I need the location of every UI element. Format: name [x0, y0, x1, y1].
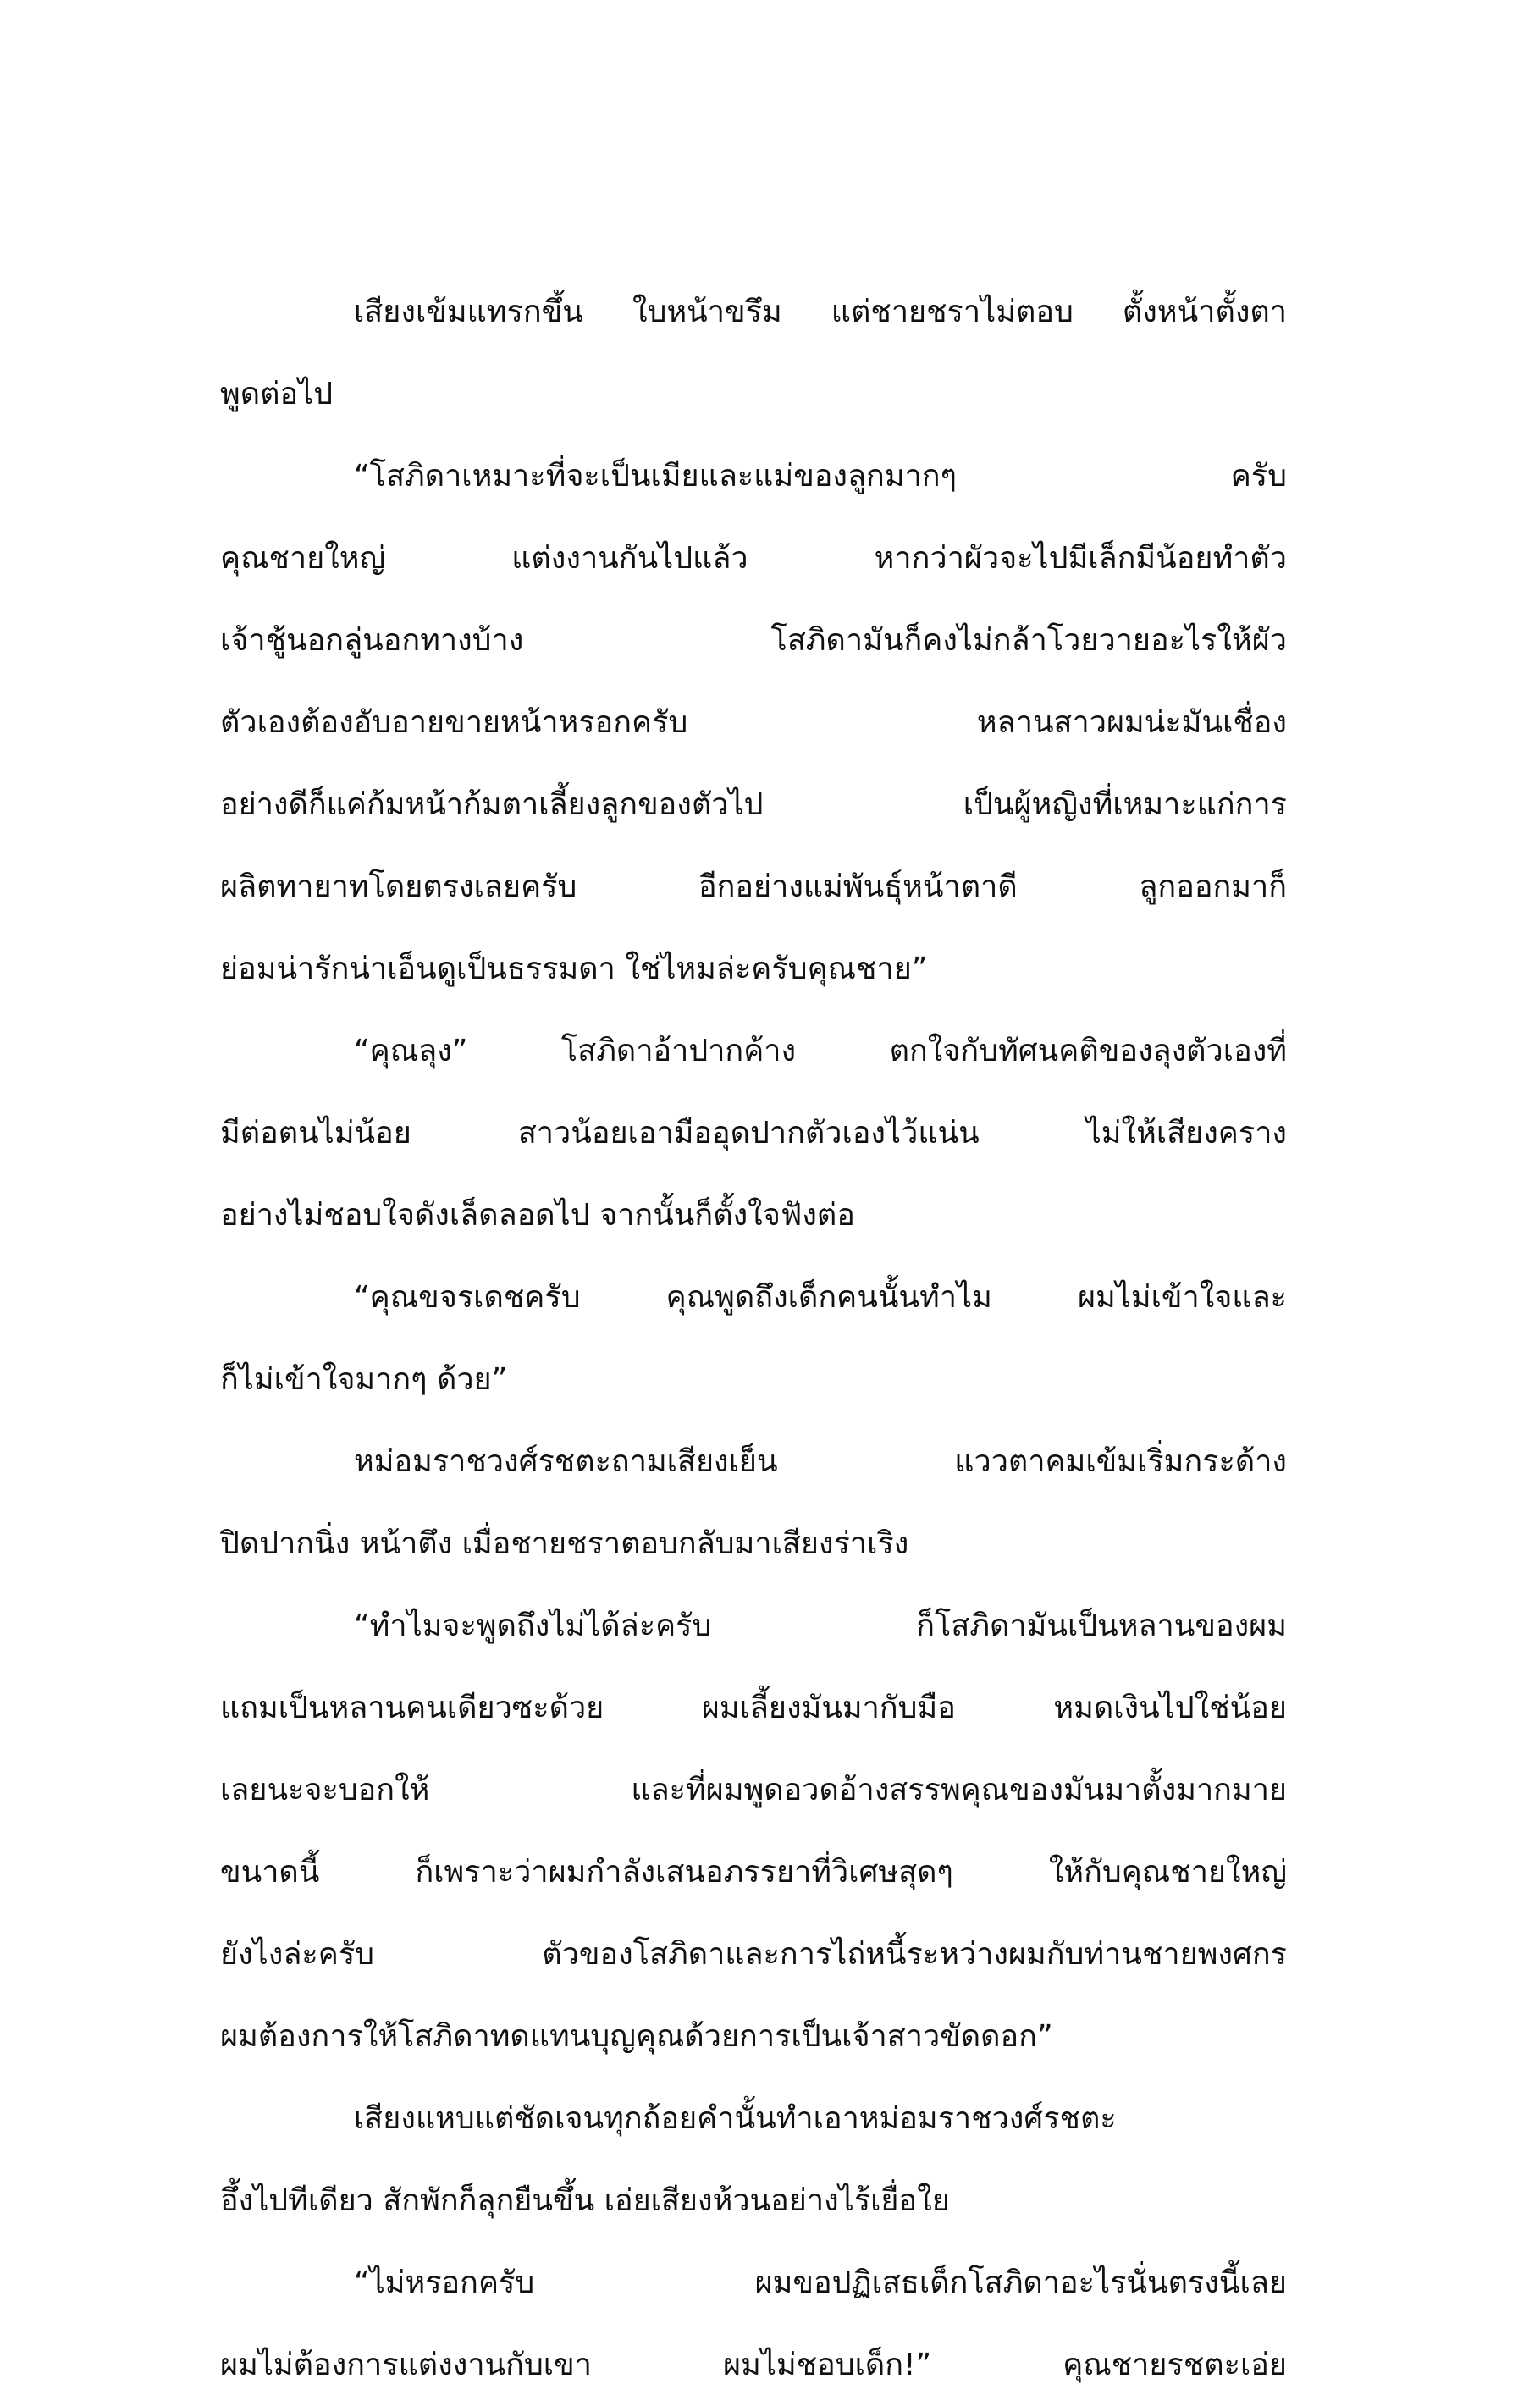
- text-line: อึ้งไปทีเดียว สักพักก็ลุกยืนขึ้น เอ่ยเสียงห้วนอย่างไร้เยื่อใย: [220, 2183, 950, 2218]
- text-line: “คุณขจรเดชครับ คุณพูดถึงเด็กคนนั้นทำไม ผมไม่เข้าใจและ: [354, 1280, 1287, 1315]
- text-line: อย่างดีก็แค่ก้มหน้าก้มตาเลี้ยงลูกของตัวไป เป็นผู้หญิงที่เหมาะแก่การ: [220, 787, 1287, 822]
- text-line: “คุณลุง” โสภิดาอ้าปากค้าง ตกใจกับทัศนคติของลุงตัวเองที่: [354, 1034, 1287, 1068]
- text-line: เสียงเข้มแทรกขึ้น ใบหน้าขรึม แต่ชายชราไม่ตอบ ตั้งหน้าตั้งตา: [354, 295, 1287, 329]
- text-line: ขนาดนี้ ก็เพราะว่าผมกำลังเสนอภรรยาที่วิเศษสุดๆ ให้กับคุณชายใหญ่: [220, 1855, 1287, 1890]
- text-line: ยังไงล่ะครับ ตัวของโสภิดาและการไถ่หนี้ระหว่างผมกับท่านชายพงศกร: [220, 1937, 1287, 1972]
- text-line: เลยนะจะบอกให้ และที่ผมพูดอวดอ้างสรรพคุณของมันมาตั้งมากมาย: [220, 1773, 1287, 1807]
- text-line: “ทำไมจะพูดถึงไม่ได้ล่ะครับ ก็โสภิดามันเป็นหลานของผม: [354, 1609, 1287, 1643]
- text-line: อย่างไม่ชอบใจดังเล็ดลอดไป จากนั้นก็ตั้งใจฟังต่อ: [220, 1198, 855, 1233]
- text-line: ผมต้องการให้โสภิดาทดแทนบุญคุณด้วยการเป็นเจ้าสาวขัดดอก”: [220, 2019, 1053, 2054]
- body-text: [220, 271, 1287, 2406]
- text-line: คุณชายใหญ่ แต่งงานกันไปแล้ว หากว่าผัวจะไปมีเล็กมีน้อยทำตัว: [220, 541, 1287, 576]
- text-line: “ไม่หรอกครับ ผมขอปฏิเสธเด็กโสภิดาอะไรนั่นตรงนี้เลย: [354, 2265, 1287, 2300]
- text-line: “โสภิดาเหมาะที่จะเป็นเมียและแม่ของลูกมากๆ ครับ: [354, 459, 1287, 494]
- text-line: มีต่อตนไม่น้อย สาวน้อยเอามืออุดปากตัวเองไว้แน่น ไม่ให้เสียงคราง: [220, 1116, 1287, 1151]
- text-line: ปิดปากนิ่ง หน้าตึง เมื่อชายชราตอบกลับมาเสียงร่าเริง: [220, 1526, 909, 1561]
- text-line: ผลิตทายาทโดยตรงเลยครับ อีกอย่างแม่พันธุ์หน้าตาดี ลูกออกมาก็: [220, 869, 1287, 904]
- text-line: หม่อมราชวงศ์รชตะถามเสียงเย็น แววตาคมเข้มเริ่มกระด้าง: [354, 1444, 1287, 1479]
- text-line: เสียงแหบแต่ชัดเจนทุกถ้อยคำนั้นทำเอาหม่อมราชวงศ์รชตะ: [354, 2101, 1117, 2136]
- text-line: ย่อมน่ารักน่าเอ็นดูเป็นธรรมดา ใช่ไหมล่ะครับคุณชาย”: [220, 952, 928, 986]
- text-line: ผมไม่ต้องการแต่งงานกับเขา ผมไม่ชอบเด็ก!” คุณชายรชตะเอ่ย: [220, 2348, 1287, 2382]
- text-line: พูดต่อไป: [220, 377, 334, 411]
- text-line: แถมเป็นหลานคนเดียวซะด้วย ผมเลี้ยงมันมากับมือ หมดเงินไปใช่น้อย: [220, 1691, 1287, 1725]
- text-line: ก็ไม่เข้าใจมากๆ ด้วย”: [220, 1362, 508, 1397]
- text-line: เจ้าชู้นอกลู่นอกทางบ้าง โสภิดามันก็คงไม่กล้าโวยวายอะไรให้ผัว: [220, 623, 1287, 658]
- text-line: ตัวเองต้องอับอายขายหน้าหรอกครับ หลานสาวผมน่ะมันเชื่อง: [220, 705, 1287, 740]
